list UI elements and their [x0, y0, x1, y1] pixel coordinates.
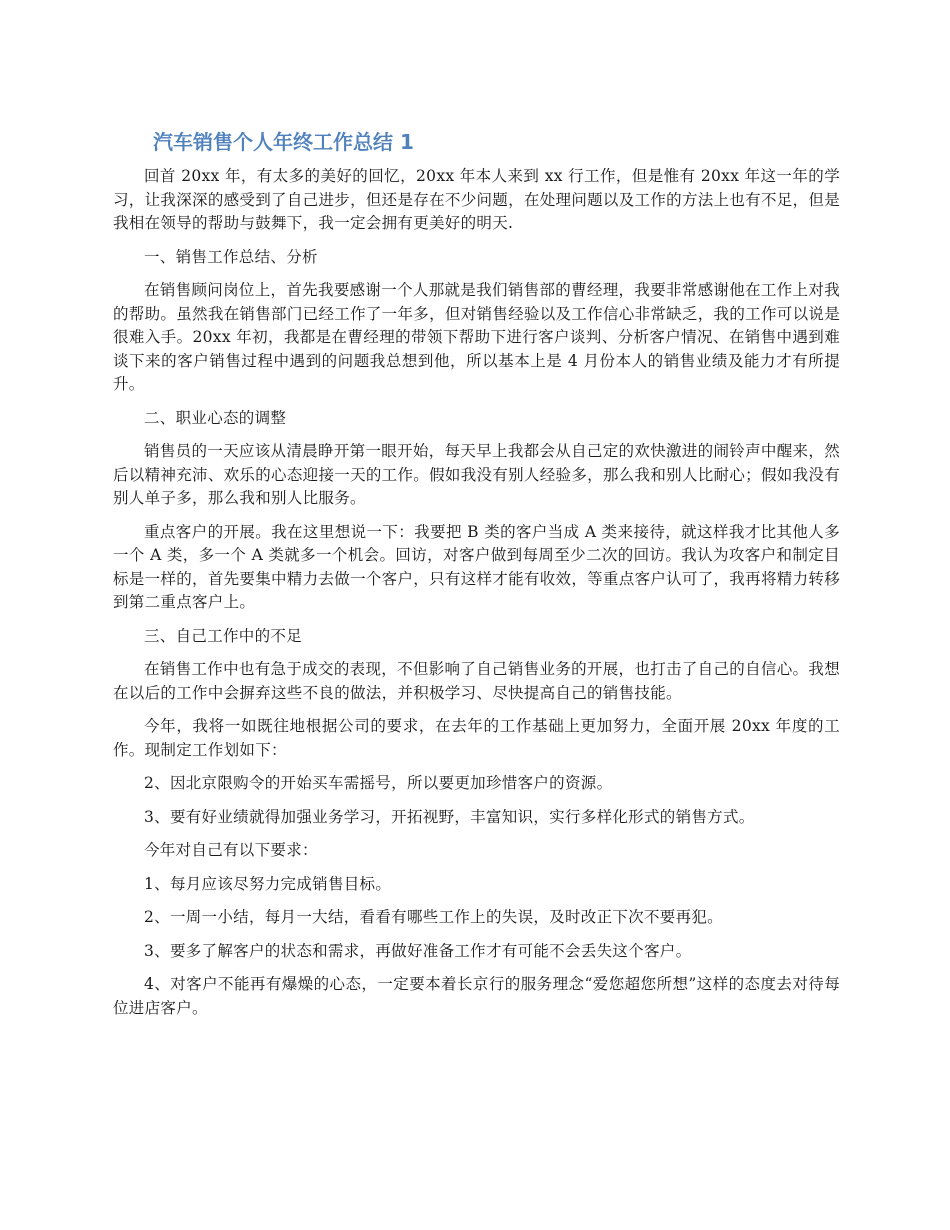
list-item: 2、因北京限购令的开始买车需摇号，所以要更加珍惜客户的资源。 — [144, 774, 613, 792]
paragraph: 销售员的一天应该从清晨睁开第一眼开始，每天早上我都会从自己定的欢快激进的闹铃声中醒来，然后以精神充沛、欢乐的心态迎接一天的工作。假如我没有别人经验多，那么我和别人比耐心；假如我没有别人单子多，那么我和别人比服务。 — [113, 442, 840, 507]
list-item: 4、对客户不能再有爆燥的心态，一定要本着长京行的服务理念“爱您超您所想”这样的态度去对待每位进店客户。 — [113, 975, 840, 1017]
list-item: 3、要有好业绩就得加强业务学习，开拓视野，丰富知识，实行多样化形式的销售方式。 — [144, 807, 755, 826]
section-heading: 一、销售工作总结、分析 — [144, 247, 318, 266]
document-title: 汽车销售个人年终工作总结 1 — [153, 130, 414, 154]
list-item: 2、一周一小结，每月一大结，看看有哪些工作上的失误，及时改正下次不要再犯。 — [144, 908, 723, 926]
paragraph: 在销售顾问岗位上，首先我要感谢一个人那就是我们销售部的曹经理，我要非常感谢他在工作上对我的帮助。虽然我在销售部门已经工作了一年多，但对销售经验以及工作信心非常缺乏，我的工作可以说是很难入手。20xx 年初，我都是在曹经理的带领下帮助下进行客户谈判、分析客户情况、在销售中遇到难谈下来的客户销售过程中遇到的问题我总想到他，所以基本上是 4 月份本人的销售业绩及能力才有所提升。 — [113, 281, 840, 393]
paragraph: 回首 20xx 年，有太多的美好的回忆，20xx 年本人来到 xx 行工作，但是惟有 20xx 年这一年的学习，让我深深的感受到了自己进步，但还是存在不少问题，在处理问题以及工作的方法上也有不足，但是我相在领导的帮助与鼓舞下，我一定会拥有更美好的明天. — [113, 167, 840, 232]
section-heading: 三、自己工作中的不足 — [144, 626, 303, 645]
list-item: 1、每月应该尽努力完成销售目标。 — [144, 874, 392, 893]
list-item: 3、要多了解客户的状态和需求，再做好准备工作才有可能不会丢失这个客户。 — [144, 941, 692, 960]
paragraph: 在销售工作中也有急于成交的表现，不但影响了自己销售业务的开展，也打击了自己的自信心。我想在以后的工作中会摒弃这些不良的做法，并积极学习、尽快提高自己的销售技能。 — [113, 660, 840, 702]
paragraph: 重点客户的开展。我在这里想说一下：我要把 B 类的客户当成 A 类来接待，就这样我才比其他人多一个 A 类，多一个 A 类就多一个机会。回访，对客户做到每周至少二次的回访。我认为攻客户和制定目标是一样的，首先要集中精力去做一个客户，只有这样才能有收效，等重点客户认可了，我再将精力转移到第二重点客户上。 — [113, 522, 840, 611]
document-body — [113, 165, 840, 1030]
paragraph: 今年，我将一如既往地根据公司的要求，在去年的工作基础上更加努力，全面开展 20xx 年度的工作。现制定工作划如下： — [113, 717, 840, 759]
paragraph: 今年对自己有以下要求： — [144, 841, 318, 859]
section-heading: 二、职业心态的调整 — [144, 408, 287, 427]
